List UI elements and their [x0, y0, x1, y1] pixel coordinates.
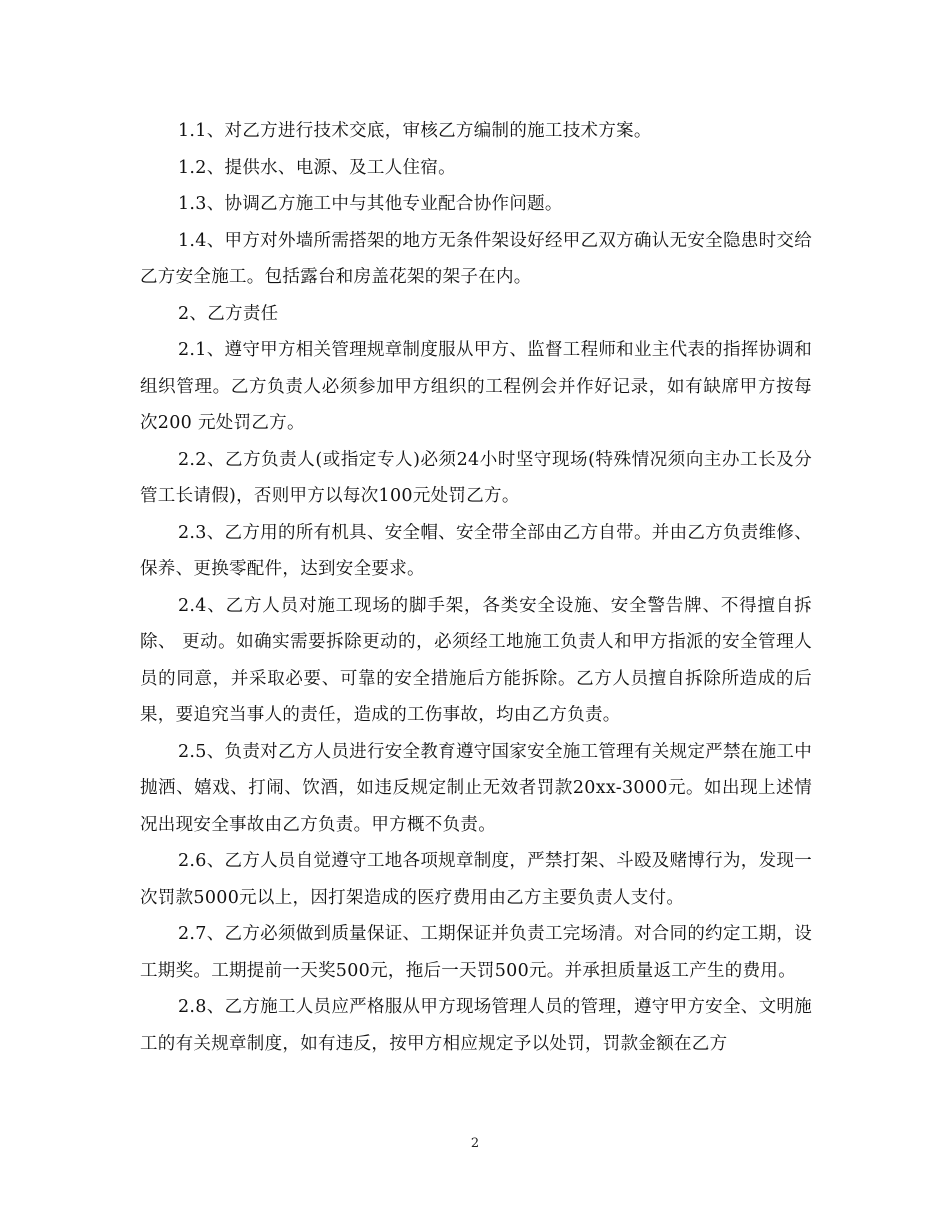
paragraph-2-8: 2.8、乙方施工人员应严格服从甲方现场管理人员的管理，遵守甲方安全、文明施工的有关规章制度，如有违反，按甲方相应规定予以处罚，罚款金额在乙方 [140, 997, 812, 1054]
paragraph-1-3: 1.3、协调乙方施工中与其他专业配合协作问题。 [178, 194, 563, 214]
section-heading-2: 2、乙方责任 [178, 303, 279, 324]
paragraph-2-4: 2.4、乙方人员对施工现场的脚手架，各类安全设施、安全警告牌、不得擅自拆除、 更动。如确实需要拆除更动的，必须经工地施工负责人和甲方指派的安全管理人员的同意，并采取必要、可靠的安全措施后方能拆除。乙方人员擅自拆除所造成的后果，要追究当事人的责任，造成的工伤事故，均由乙方负责。 [140, 595, 812, 725]
paragraph-2-6: 2.6、乙方人员自觉遵守工地各项规章制度，严禁打架、斗殴及赌博行为，发现一次罚款5000元以上，因打架造成的医疗费用由乙方主要负责人支付。 [140, 851, 812, 908]
paragraph-2-7: 2.7、乙方必须做到质量保证、工期保证并负责工完场清。对合同的约定工期，设工期奖。工期提前一天奖500元，拖后一天罚500元。并承担质量返工产生的费用。 [140, 924, 812, 981]
document-body [140, 113, 812, 1062]
paragraph-1-1: 1.1、对乙方进行技术交底，审核乙方编制的施工技术方案。 [178, 121, 652, 141]
paragraph-1-2: 1.2、提供水、电源、及工人住宿。 [178, 157, 456, 178]
paragraph-2-1: 2.1、遵守甲方相关管理规章制度服从甲方、监督工程师和业主代表的指挥协调和组织管理。乙方负责人必须参加甲方组织的工程例会并作好记录，如有缺席甲方按每次200 元处罚乙方。 [140, 340, 812, 433]
paragraph-2-3: 2.3、乙方用的所有机具、安全帽、安全带全部由乙方自带。并由乙方负责维修、保养、更换零配件，达到安全要求。 [140, 522, 812, 579]
page-number: 2 [470, 1136, 480, 1151]
paragraph-2-2: 2.2、乙方负责人(或指定专人)必须24小时坚守现场(特殊情况须向主办工长及分管工长请假)，否则甲方以每次100元处罚乙方。 [140, 449, 812, 506]
paragraph-1-4: 1.4、甲方对外墙所需搭架的地方无条件架设好经甲乙双方确认无安全隐患时交给乙方安全施工。包括露台和房盖花架的架子在内。 [140, 230, 812, 287]
paragraph-2-5: 2.5、负责对乙方人员进行安全教育遵守国家安全施工管理有关规定严禁在施工中抛洒、嬉戏、打闹、饮酒，如违反规定制止无效者罚款20xx-3000元。如出现上述情况出现安全事故由乙方负责。甲方概不负责。 [140, 741, 812, 835]
